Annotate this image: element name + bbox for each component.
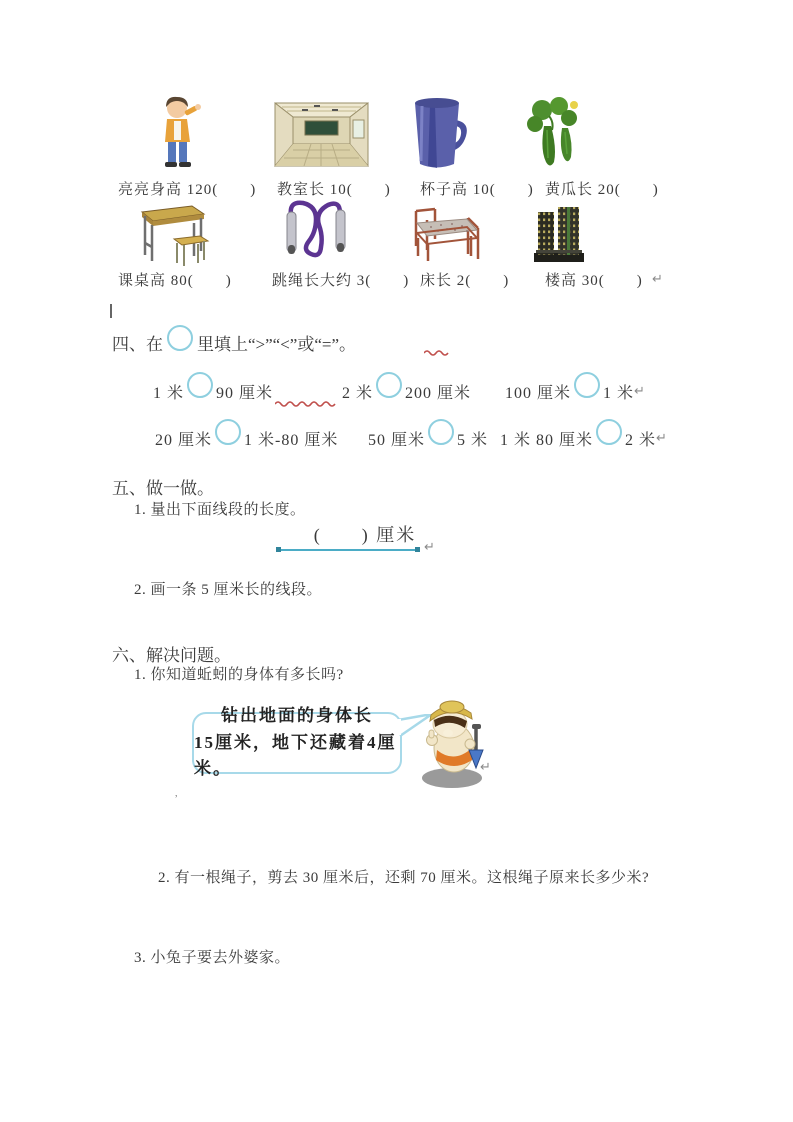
text-cursor[interactable] <box>110 304 112 318</box>
compare-right: 1 米 <box>603 384 635 402</box>
compare-right: 2 米 <box>625 431 657 449</box>
compare-item <box>153 378 273 404</box>
unit-question-label: 床长 2( ) <box>420 273 510 289</box>
building-image <box>532 205 586 265</box>
section-five-heading: 五、做一做。 <box>112 479 214 498</box>
compare-item <box>505 378 646 404</box>
unit-question-label: 亮亮身高 120( ) <box>118 182 257 198</box>
line-segment <box>278 549 418 551</box>
practice-item-1: 1. 量出下面线段的长度。 <box>134 502 306 518</box>
cucumber-image <box>524 96 582 174</box>
stray-mark: , <box>175 788 178 799</box>
segment-endpoint-left[interactable] <box>276 547 281 552</box>
segment-endpoint-right[interactable] <box>415 547 420 552</box>
bubble-line-1: 钻出地面的身体长 <box>221 706 373 726</box>
boy-image <box>153 95 203 171</box>
compare-left: 20 厘米 <box>155 431 213 449</box>
practice-item-2: 2. 画一条 5 厘米长的线段。 <box>134 582 323 598</box>
classroom-image <box>274 102 369 167</box>
return-mark: ↵ <box>424 540 435 555</box>
answer-circle[interactable] <box>596 419 622 445</box>
solve-item-3: 3. 小兔子要去外婆家。 <box>134 950 291 966</box>
speech-bubble <box>192 706 402 779</box>
section-four-prefix: 四、在 <box>112 334 163 354</box>
section-four-suffix: 里填上“>”“<”或“=”。 <box>197 334 357 354</box>
compare-item <box>500 425 668 451</box>
compare-right: 5 米 <box>457 431 489 449</box>
compare-right: 90 厘米 <box>216 384 274 402</box>
unit-question-label: 教室长 10( ) <box>277 182 391 198</box>
compare-left: 1 米 80 厘米 <box>500 431 594 449</box>
answer-circle[interactable] <box>376 372 402 398</box>
return-mark: ↵ <box>480 760 491 775</box>
compare-right: 200 厘米 <box>405 384 472 402</box>
section-four-heading <box>112 329 356 355</box>
answer-circle[interactable] <box>574 372 600 398</box>
return-mark: ↵ <box>634 383 646 399</box>
unit-question-label: 课桌高 80( ) <box>118 273 232 289</box>
answer-circle[interactable] <box>215 419 241 445</box>
bed-image <box>405 206 480 263</box>
answer-circle[interactable] <box>428 419 454 445</box>
unit-question-label: 杯子高 10( ) <box>420 182 534 198</box>
compare-item <box>368 425 488 451</box>
compare-left: 50 厘米 <box>368 431 426 449</box>
unit-question-label: 跳绳长大约 3( ) <box>272 273 410 289</box>
segment-answer-label: ( ) 厘米 <box>313 525 417 545</box>
jump-rope-image <box>283 197 349 269</box>
unit-question-label: 楼高 30( ) <box>545 273 643 289</box>
earthworm-character <box>420 700 486 792</box>
solve-item-2: 2. 有一根绳子，剪去 30 厘米后，还剩 70 厘米。这根绳子原来长多少米? <box>158 870 650 886</box>
desk-image <box>138 203 216 267</box>
return-mark: ↵ <box>652 272 663 287</box>
bubble-line-2: 15厘米，地下还藏着4厘米。 <box>194 732 397 779</box>
return-mark: ↵ <box>656 430 668 446</box>
compare-item <box>342 378 471 404</box>
answer-circle[interactable] <box>187 372 213 398</box>
answer-circle[interactable] <box>167 325 193 351</box>
compare-left: 1 米 <box>153 384 185 402</box>
compare-left: 2 米 <box>342 384 374 402</box>
spellcheck-squiggle <box>275 399 339 408</box>
solve-item-1: 1. 你知道蚯蚓的身体有多长吗? <box>134 667 344 683</box>
cup-image <box>408 96 472 174</box>
spellcheck-squiggle <box>424 348 450 356</box>
compare-left: 100 厘米 <box>505 384 572 402</box>
unit-question-label: 黄瓜长 20( ) <box>545 182 659 198</box>
compare-item <box>155 425 338 451</box>
compare-right: 1 米-80 厘米 <box>244 431 339 449</box>
section-six-heading: 六、解决问题。 <box>112 646 231 665</box>
